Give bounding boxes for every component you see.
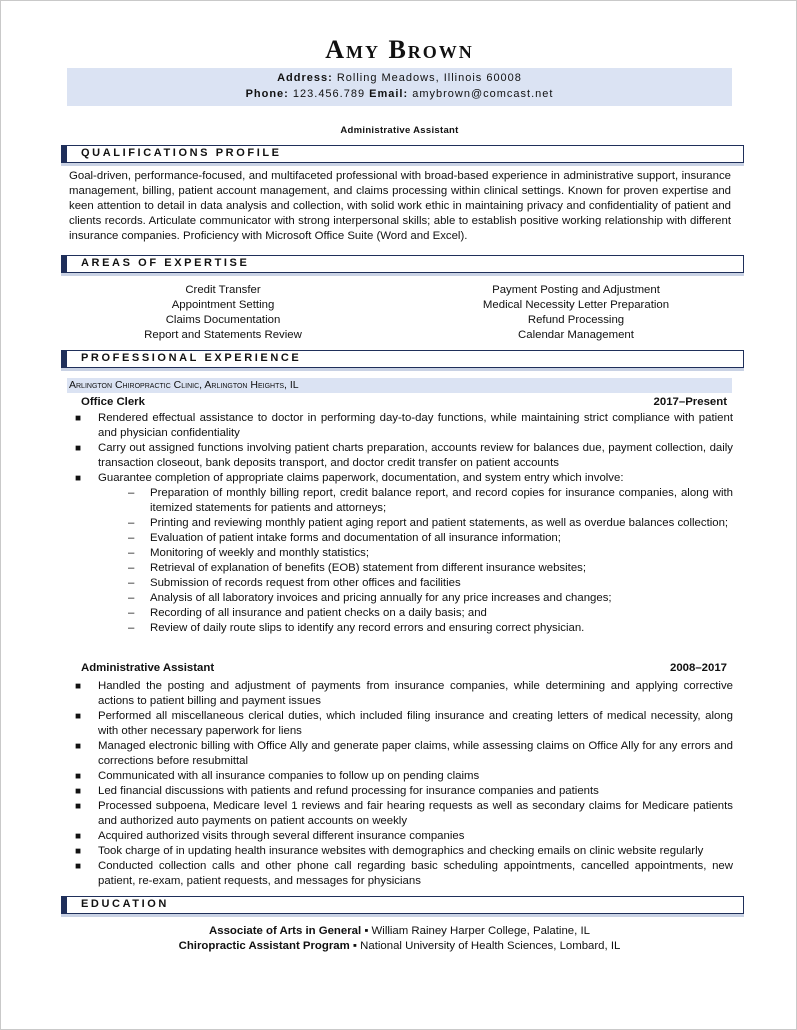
sub-bullet-text: Preparation of monthly billing report, credit balance report, and record copies for insurance companies, along with itemized statements for patients and attorneys; [150,487,733,514]
bullet-icon: ■ [75,413,82,424]
section-title: PROFESSIONAL EXPERIENCE [81,352,302,364]
list-item [67,799,733,829]
expertise-item: Report and Statements Review [144,329,302,341]
job-2-bullets [67,679,733,889]
job-header [69,662,731,677]
bullet-icon: ■ [75,771,82,782]
bullet-text: Managed electronic billing with Office Ally and generate paper claims, while assessing claims on Office Ally for any errors and corrections before resubmittal [98,740,733,767]
section-title: AREAS OF EXPERTISE [81,257,250,269]
bullet-icon: ■ [75,741,82,752]
address-line [67,72,732,84]
dash-icon: – [128,547,135,559]
contact-band [67,68,732,106]
bullet-icon: ■ [75,473,82,484]
job-dates: 2008–2017 [669,662,727,674]
job-role: Office Clerk [81,396,145,408]
separator-icon: ▪ [364,925,369,937]
sub-list-item [108,591,733,606]
email-value: amybrown@comcast.net [412,88,554,100]
sub-bullet-text: Recording of all insurance and patient checks on a daily basis; and [150,607,487,619]
sub-list-item [108,531,733,546]
bullet-text: Rendered effectual assistance to doctor in performing day-to-day functions, while maintaining strict compliance with patient and physician confidentiality [98,412,733,439]
list-item [67,844,733,859]
bullet-text: Processed subpoena, Medicare level 1 reviews and fair hearing requests as well as secondary claims for Medicare patients and authorized auto payments on patient accounts on weekly [98,800,733,827]
sub-list-item [108,561,733,576]
sub-bullet-text: Monitoring of weekly and monthly statistics; [150,547,370,559]
school: National University of Health Sciences, Lombard, IL [360,940,621,952]
sub-bullet-text: Evaluation of patient intake forms and documentation of all insurance information; [150,532,561,544]
bullet-text: Handled the posting and adjustment of payments from insurance companies, while determining and applying corrective actions to patient billing and payment issues [98,680,733,707]
bullet-icon: ■ [75,443,82,454]
expertise-item: Claims Documentation [165,314,281,326]
section-qualifications [61,145,744,163]
address-value: Rolling Meadows, Illinois 60008 [336,72,522,84]
bullet-text: Conducted collection calls and other phone call regarding basic scheduling appointments, cancelled appointments, new patient, re-exam, patient requests, and messages for physicians [98,860,733,887]
section-title: EDUCATION [81,898,169,910]
separator-icon: ▪ [352,940,357,952]
address-label: Address: [277,72,333,84]
sub-bullet-text: Analysis of all laboratory invoices and pricing annually for any price increases and changes; [150,592,612,604]
list-item [67,739,733,769]
sub-list [108,486,733,636]
section-experience [61,350,744,368]
list-item [67,859,733,889]
list-item [67,471,733,636]
sub-bullet-text: Submission of records request from other offices and facilities [150,577,461,589]
expertise-item: Calendar Management [518,329,634,341]
bullet-text: Led financial discussions with patients and refund processing for insurance companies and patients [98,785,599,797]
bullet-text: Took charge of in updating health insurance websites with demographics and checking emails on clinic website regularly [98,845,704,857]
expertise-right-column [431,283,721,343]
sub-list-item [108,486,733,516]
sub-bullet-text: Retrieval of explanation of benefits (EOB) statement from different insurance websites; [150,562,587,574]
job-dates: 2017–Present [653,396,727,408]
email-label: Email: [369,88,409,100]
bullet-text: Acquired authorized visits through several different insurance companies [98,830,465,842]
degree: Associate of Arts in General [209,925,362,937]
expertise-item: Medical Necessity Letter Preparation [482,299,670,311]
list-item [67,411,733,441]
sub-list-item [108,546,733,561]
qualifications-paragraph: Goal-driven, performance-focused, and multifaceted professional with broad-based experience in administrative support, insurance management, billing, patient account management, and claims processing within clinical settings. Known for proven expertise and keen attention to detail in data analysis and collection, with solid work ethic in maintaining privacy and confidentiality of patient and clients records. Articulate communicator with strong interpersonal skills; able to establish positive working relationship with different insurance companies. Proficiency with Microsoft Office Suite (Word and Excel). [69,170,731,242]
list-item [67,784,733,799]
bullet-icon: ■ [75,711,82,722]
expertise-item: Payment Posting and Adjustment [492,284,660,296]
sub-bullet-text: Printing and reviewing monthly patient aging report and patient statements, as well as overdue balances collection; [150,517,729,529]
sub-list-item [108,576,733,591]
sub-list-item [108,621,733,636]
education-entry [1,924,797,939]
candidate-name: Amy Brown [325,35,474,64]
expertise-item: Refund Processing [527,314,625,326]
bullet-icon: ■ [75,786,82,797]
list-item [67,829,733,844]
section-education [61,896,744,914]
dash-icon: – [128,517,135,529]
list-item [67,441,733,471]
sub-list-item [108,516,733,531]
list-item [67,769,733,784]
dash-icon: – [128,592,135,604]
dash-icon: – [128,607,135,619]
bullet-icon: ■ [75,681,82,692]
education-entry [1,939,797,954]
dash-icon: – [128,622,135,634]
section-expertise [61,255,744,273]
bullet-text: Carry out assigned functions involving patient charts preparation, accounts review for balances due, payment collection, daily transaction closeout, bank deposits transport, and doctor credit transfer on patient accounts [98,442,733,469]
section-title: QUALIFICATIONS PROFILE [81,147,282,159]
job-header [69,396,731,411]
phone-label: Phone: [245,88,289,100]
bullet-text: Guarantee completion of appropriate claims paperwork, documentation, and system entry which involve: [98,472,624,484]
dash-icon: – [128,577,135,589]
dash-icon: – [128,562,135,574]
sub-bullet-text: Review of daily route slips to identify any record errors and ensuring correct physician. [150,622,585,634]
bullet-text: Performed all miscellaneous clerical duties, which included filing insurance and creating letters of medical necessity, along with other necessary paperwork for liens [98,710,733,737]
job-1-bullets [67,411,733,636]
job-role: Administrative Assistant [81,662,215,674]
bullet-icon: ■ [75,861,82,872]
phone-email-line [67,88,732,100]
school: William Rainey Harper College, Palatine, IL [371,925,590,937]
phone-value: 123.456.789 [292,88,366,100]
list-item [67,679,733,709]
employer-name: Arlington Chiropractic Clinic, Arlington Heights, IL [67,378,732,393]
dash-icon: – [128,532,135,544]
expertise-left-column [93,283,353,343]
bullet-text: Communicated with all insurance companies to follow up on pending claims [98,770,480,782]
expertise-item: Appointment Setting [171,299,275,311]
job-title: Administrative Assistant [340,125,459,136]
dash-icon: – [128,487,135,499]
bullet-icon: ■ [75,831,82,842]
bullet-icon: ■ [75,801,82,812]
degree: Chiropractic Assistant Program [178,940,350,952]
list-item [67,709,733,739]
sub-list-item [108,606,733,621]
expertise-item: Credit Transfer [185,284,261,296]
bullet-icon: ■ [75,846,82,857]
